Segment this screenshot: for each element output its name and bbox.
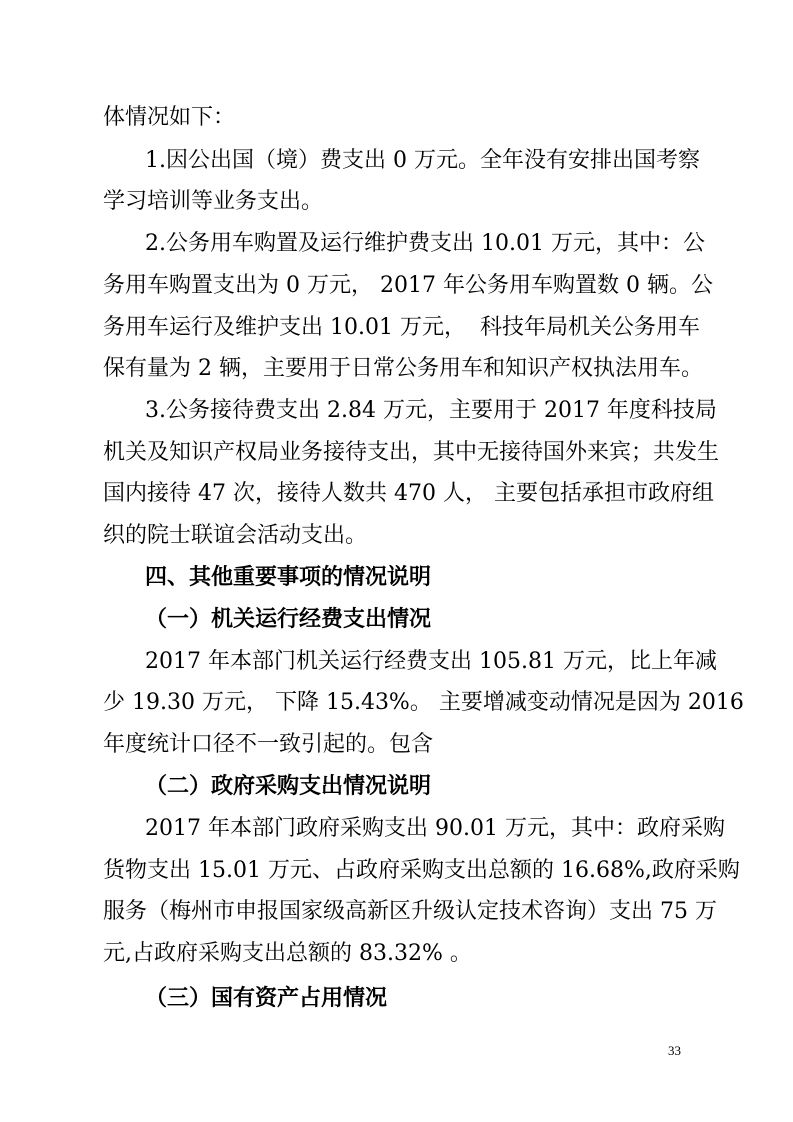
text-line: 织的院士联谊会活动支出。 bbox=[103, 523, 368, 548]
text-line: 务用车购置支出为 0 万元， 2017 年公务用车购置数 0 辆。公 bbox=[103, 273, 713, 298]
text-line: 2017 年本部门机关运行经费支出 105.81 万元，比上年减 bbox=[145, 649, 717, 674]
text-line: 3.公务接待费支出 2.84 万元，主要用于 2017 年度科技局 bbox=[145, 398, 717, 423]
page-number: 33 bbox=[668, 1043, 681, 1058]
text-line: 国内接待 47 次，接待人数共 470 人， 主要包括承担市政府组 bbox=[103, 481, 714, 506]
subsection-heading: （三）国有资产占用情况 bbox=[145, 986, 388, 1011]
subsection-heading: （一）机关运行经费支出情况 bbox=[145, 607, 432, 632]
text-line: 体情况如下： bbox=[103, 105, 236, 130]
text-line: 年度统计口径不一致引起的。包含 bbox=[103, 732, 434, 757]
text-line: 机关及知识产权局业务接待支出，其中无接待国外来宾；共发生 bbox=[103, 440, 720, 465]
text-line: 学习培训等业务支出。 bbox=[103, 189, 324, 214]
text-line: 保有量为 2 辆，主要用于日常公务用车和知识产权执法用车。 bbox=[103, 356, 703, 381]
text-line: 服务（梅州市申报国家级高新区升级认定技术咨询）支出 75 万 bbox=[103, 899, 717, 924]
text-line: 少 19.30 万元， 下降 15.43%。 主要增减变动情况是因为 2016 bbox=[103, 690, 744, 715]
text-line: 2017 年本部门政府采购支出 90.01 万元，其中：政府采购 bbox=[145, 816, 725, 841]
section-heading: 四、其他重要事项的情况说明 bbox=[145, 565, 432, 590]
text-line: 2.公务用车购置及运行维护费支出 10.01 万元，其中：公 bbox=[145, 231, 705, 256]
text-line: 货物支出 15.01 万元、占政府采购支出总额的 16.68%,政府采购 bbox=[103, 858, 740, 883]
text-line: 务用车运行及维护支出 10.01 万元， 科技年局机关公务用车 bbox=[103, 315, 700, 340]
subsection-heading: （二）政府采购支出情况说明 bbox=[145, 774, 432, 799]
text-line: 1.因公出国（境）费支出 0 万元。全年没有安排出国考察 bbox=[145, 148, 700, 173]
text-line: 元,占政府采购支出总额的 83.32% 。 bbox=[103, 941, 472, 966]
